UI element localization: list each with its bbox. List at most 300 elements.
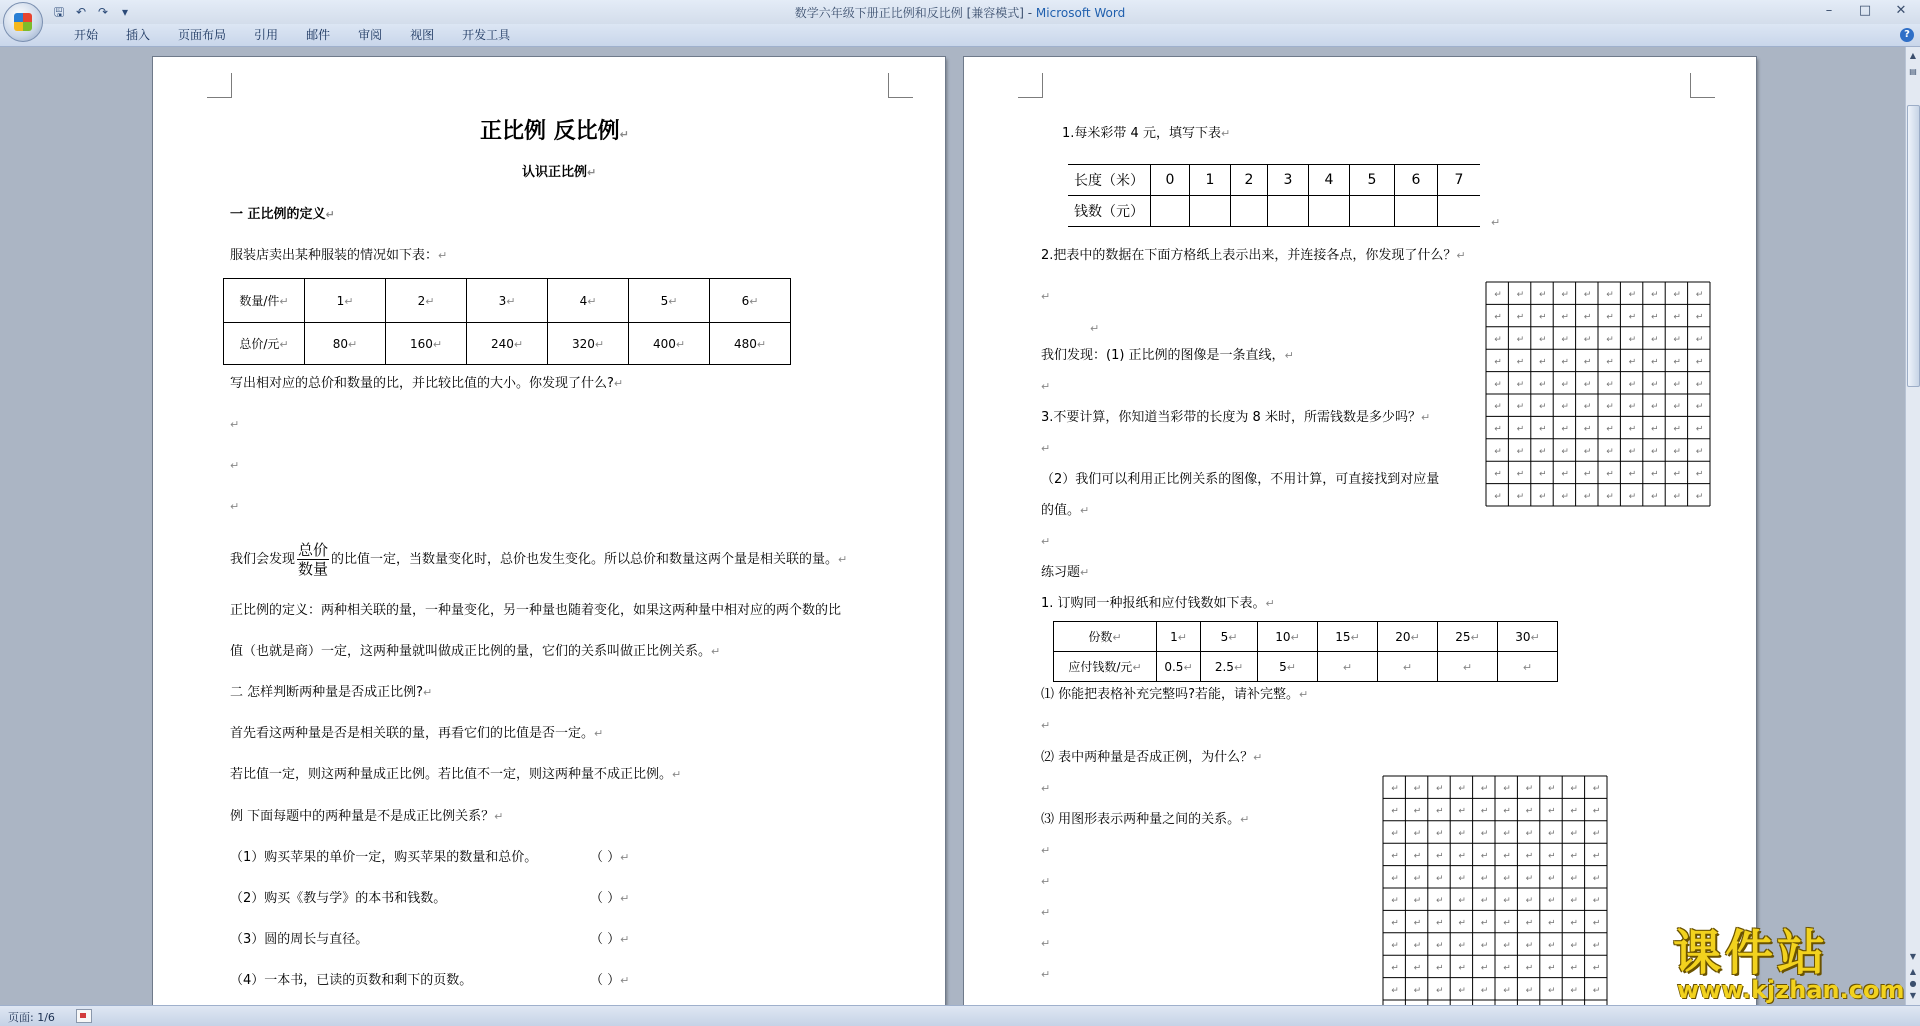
paragraph: 若比值一定，则这两种量成正比例。若比值不一定，则这两种量不成正比例。↵ [230, 767, 682, 782]
cell-mark: ↵ [1583, 491, 1592, 502]
table-cell: 20↵ [1378, 622, 1438, 652]
cell-mark: ↵ [1592, 829, 1601, 839]
cell-mark: ↵ [1413, 896, 1422, 907]
paragraph: 我们发现：(1) 正比例的图像是一条直线，↵ [1041, 348, 1294, 363]
paragraph-mark: ↵ [1041, 380, 1051, 393]
cell-mark: ↵ [1673, 335, 1681, 345]
title-bar [0, 0, 1920, 24]
cell-mark: ↵ [1516, 312, 1525, 323]
cell-mark: ↵ [1592, 918, 1601, 929]
cell-mark: ↵ [1606, 402, 1614, 413]
cell-mark: ↵ [1503, 851, 1511, 862]
paragraph: 写出相对应的总价和数量的比，并比较比值的大小。你发现了什么?↵ [230, 376, 624, 391]
cell-mark: ↵ [1480, 806, 1489, 817]
margin-corner-mark [888, 73, 913, 98]
cell-mark: ↵ [1548, 985, 1556, 996]
paragraph: （2）我们可以利用正比例关系的图像，不用计算，可直接找到对应量 [1041, 472, 1440, 487]
cell-mark: ↵ [1548, 873, 1556, 884]
cell-mark: ↵ [1413, 784, 1422, 795]
cell-mark: ↵ [1480, 985, 1489, 996]
table-cell: 5↵ [1258, 652, 1318, 682]
document-page-2[interactable] [964, 57, 1756, 1005]
tab-page-layout[interactable]: 页面布局 [178, 28, 227, 42]
cell-mark: ↵ [1458, 851, 1466, 862]
cell-mark: ↵ [1436, 963, 1444, 974]
cell-mark: ↵ [1673, 379, 1681, 390]
cell-mark: ↵ [1436, 829, 1444, 839]
cell-mark: ↵ [1503, 985, 1511, 996]
cell-mark: ↵ [1494, 447, 1502, 457]
table-row [224, 279, 791, 323]
office-logo-icon [14, 13, 32, 31]
cell-mark: ↵ [1503, 941, 1511, 951]
tab-insert[interactable]: 插入 [126, 28, 151, 42]
table-cell: 3 [1268, 165, 1309, 196]
table-cell: 2 [1231, 165, 1268, 196]
cell-mark: ↵ [1525, 941, 1534, 951]
cell-mark: ↵ [1525, 985, 1534, 996]
page-indicator[interactable]: 页面: 1/6 [8, 1011, 55, 1024]
margin-corner-mark [207, 73, 232, 98]
cell-mark: ↵ [1583, 447, 1592, 457]
cell-mark: ↵ [1503, 829, 1511, 839]
cell-mark: ↵ [1516, 491, 1525, 502]
cell-mark: ↵ [1651, 491, 1659, 502]
cell-mark: ↵ [1480, 963, 1489, 974]
maximize-icon[interactable]: □ [1858, 3, 1872, 18]
cell-mark: ↵ [1413, 851, 1422, 862]
cell-mark: ↵ [1592, 963, 1601, 974]
cell-mark: ↵ [1548, 896, 1556, 907]
cell-mark: ↵ [1494, 402, 1502, 413]
paragraph-mark: ↵ [230, 500, 240, 513]
cell-mark: ↵ [1458, 873, 1466, 884]
undo-icon[interactable]: ↶ [75, 5, 87, 19]
window-title [0, 4, 1920, 21]
section-heading: 一 正比例的定义↵ [230, 207, 335, 222]
cell-mark: ↵ [1494, 290, 1502, 301]
cell-mark: ↵ [1525, 806, 1534, 817]
table-cell: 5 [1350, 165, 1395, 196]
document-title: 数学六年级下册正比例和反比例 [兼容模式] - [794, 6, 1036, 20]
cell-mark: ↵ [1525, 873, 1534, 884]
cell-mark: ↵ [1413, 873, 1422, 884]
cell-mark: ↵ [1583, 312, 1592, 323]
cell-mark: ↵ [1673, 424, 1681, 435]
tab-references[interactable]: 引用 [254, 28, 279, 42]
cell-mark: ↵ [1391, 873, 1399, 884]
table-cell: 1 [1190, 165, 1231, 196]
paragraph-mark: ↵ [1041, 535, 1051, 548]
cell-mark: ↵ [1516, 290, 1525, 301]
cell-mark: ↵ [1516, 402, 1525, 413]
status-bar [0, 1005, 1920, 1026]
table-cell: 钱数（元） [1068, 196, 1151, 227]
table-cell: 3↵ [467, 279, 548, 323]
cell-mark: ↵ [1570, 918, 1578, 929]
table-cell: 1↵ [1157, 622, 1201, 652]
paragraph: ⑶ 用图形表示两种量之间的关系。↵ [1041, 812, 1250, 827]
cell-mark: ↵ [1413, 806, 1422, 817]
cell-mark: ↵ [1436, 896, 1444, 907]
cell-mark: ↵ [1673, 312, 1681, 323]
browse-object-icon[interactable]: ● [1909, 979, 1917, 988]
cell-mark: ↵ [1606, 424, 1614, 435]
cell-mark: ↵ [1516, 357, 1525, 368]
table-cell [1268, 196, 1309, 227]
cell-mark: ↵ [1570, 829, 1578, 839]
cell-mark: ↵ [1548, 941, 1556, 951]
cell-mark: ↵ [1548, 918, 1556, 929]
cell-mark: ↵ [1561, 447, 1569, 457]
cell-mark: ↵ [1503, 963, 1511, 974]
cell-mark: ↵ [1539, 424, 1547, 435]
save-icon[interactable]: 🖫 [53, 5, 65, 19]
answer-blank: （ ）↵ [590, 973, 630, 988]
proofing-icon[interactable] [76, 1009, 92, 1023]
cell-mark: ↵ [1391, 896, 1399, 907]
paragraph: 值（也就是商）一定，这两种量就叫做成正比例的量，它们的关系叫做正比例关系。↵ [230, 644, 721, 659]
table-cell: 480↵ [710, 323, 791, 365]
cell-mark: ↵ [1458, 806, 1466, 817]
table-cell: 30↵ [1498, 622, 1558, 652]
window-controls [1818, 2, 1912, 20]
scroll-thumb[interactable] [1907, 105, 1920, 387]
cell-mark: ↵ [1628, 447, 1637, 457]
cell-mark: ↵ [1695, 469, 1704, 480]
answer-blank: （ ）↵ [590, 850, 630, 865]
cell-mark: ↵ [1651, 312, 1659, 323]
cell-mark: ↵ [1480, 918, 1489, 929]
paragraph-mark: ↵ [1041, 719, 1051, 732]
cell-mark: ↵ [1503, 873, 1511, 884]
cell-mark: ↵ [1570, 873, 1578, 884]
cell-mark: ↵ [1628, 491, 1637, 502]
cell-mark: ↵ [1436, 941, 1444, 951]
cell-mark: ↵ [1480, 829, 1489, 839]
vertical-scrollbar[interactable] [1905, 47, 1920, 1005]
cell-mark: ↵ [1570, 806, 1578, 817]
table-row [1068, 165, 1480, 196]
table-cell: 4 [1309, 165, 1350, 196]
margin-corner-mark [1690, 73, 1715, 98]
newspaper-table [1053, 621, 1558, 682]
cell-mark: ↵ [1628, 357, 1637, 368]
scroll-down-icon[interactable]: ▼ [1909, 952, 1917, 961]
paragraph-mark: ↵ [1041, 906, 1051, 919]
cell-mark: ↵ [1651, 424, 1659, 435]
cell-mark: ↵ [1606, 357, 1614, 368]
cell-mark: ↵ [1628, 290, 1637, 301]
next-page-icon[interactable]: ▼ [1909, 991, 1917, 1000]
cell-mark: ↵ [1651, 379, 1659, 390]
table-cell: 5↵ [1201, 622, 1258, 652]
cell-mark: ↵ [1458, 784, 1466, 795]
cell-mark: ↵ [1695, 335, 1704, 345]
tab-mailings[interactable]: 邮件 [306, 28, 331, 42]
cell-mark: ↵ [1436, 851, 1444, 862]
list-item: （4）一本书，已读的页数和剩下的页数。 [230, 973, 473, 988]
paragraph: ⑴ 你能把表格补充完整吗?若能，请补完整。↵ [1041, 687, 1309, 702]
cell-mark: ↵ [1606, 469, 1614, 480]
cell-mark: ↵ [1673, 469, 1681, 480]
watermark-url: www.kjzhan.com [1677, 976, 1905, 1004]
table-row [1054, 652, 1558, 682]
table-row [1068, 196, 1480, 227]
table-cell: 320↵ [548, 323, 629, 365]
cell-mark: ↵ [1561, 402, 1569, 413]
cell-mark: ↵ [1673, 447, 1681, 457]
cell-mark: ↵ [1539, 290, 1547, 301]
cell-mark: ↵ [1628, 424, 1637, 435]
scroll-up-icon[interactable]: ▲ [1909, 51, 1917, 60]
cell-mark: ↵ [1606, 312, 1614, 323]
table-cell: 应付钱数/元↵ [1054, 652, 1157, 682]
table-cell: 1↵ [305, 279, 386, 323]
cell-mark: ↵ [1606, 290, 1614, 301]
cell-mark: ↵ [1570, 963, 1578, 974]
cell-mark: ↵ [1494, 312, 1502, 323]
cell-mark: ↵ [1651, 469, 1659, 480]
cell-mark: ↵ [1516, 469, 1525, 480]
table-cell: 6 [1395, 165, 1438, 196]
app-name: Microsoft Word [1035, 6, 1126, 20]
section-heading: 二 怎样判断两种量是否成正比例?↵ [230, 685, 433, 700]
ribbon-price-table [1068, 164, 1480, 227]
cell-mark: ↵ [1592, 985, 1601, 996]
cell-mark: ↵ [1539, 491, 1547, 502]
cell-mark: ↵ [1561, 379, 1569, 390]
tab-view[interactable]: 视图 [410, 28, 435, 42]
cell-mark: ↵ [1480, 896, 1489, 907]
cell-mark: ↵ [1525, 963, 1534, 974]
cell-mark: ↵ [1539, 312, 1547, 323]
cell-mark: ↵ [1570, 896, 1578, 907]
paragraph-mark: ↵ [1090, 322, 1100, 335]
table-cell: 15↵ [1318, 622, 1378, 652]
table-cell: 7 [1438, 165, 1481, 196]
cell-mark: ↵ [1583, 357, 1592, 368]
cell-mark: ↵ [1570, 941, 1578, 951]
table-cell [1438, 196, 1481, 227]
table-row [1054, 622, 1558, 652]
cell-mark: ↵ [1391, 851, 1399, 862]
cell-mark: ↵ [1570, 784, 1578, 795]
cell-mark: ↵ [1516, 335, 1525, 345]
cell-mark: ↵ [1561, 424, 1569, 435]
table-cell: 0.5↵ [1157, 652, 1201, 682]
paragraph-mark: ↵ [1041, 844, 1051, 857]
cell-mark: ↵ [1436, 873, 1444, 884]
cell-mark: ↵ [1561, 469, 1569, 480]
cell-mark: ↵ [1651, 357, 1659, 368]
cell-mark: ↵ [1548, 784, 1556, 795]
paragraph-mark: ↵ [1041, 937, 1051, 950]
cell-mark: ↵ [1695, 424, 1704, 435]
cell-mark: ↵ [1494, 379, 1502, 390]
cell-mark: ↵ [1583, 424, 1592, 435]
cell-mark: ↵ [1525, 851, 1534, 862]
cell-mark: ↵ [1592, 784, 1601, 795]
cell-mark: ↵ [1583, 379, 1592, 390]
help-icon[interactable]: ? [1900, 28, 1914, 42]
table-cell: 5↵ [629, 279, 710, 323]
cell-mark: ↵ [1525, 829, 1534, 839]
table-cell: ↵ [1438, 652, 1498, 682]
redo-icon[interactable]: ↷ [97, 5, 109, 19]
cell-mark: ↵ [1561, 312, 1569, 323]
cell-mark: ↵ [1673, 290, 1681, 301]
cell-mark: ↵ [1592, 851, 1601, 862]
cell-mark: ↵ [1494, 335, 1502, 345]
watermark-logo: 课件站 [1673, 925, 1830, 981]
cell-mark: ↵ [1525, 896, 1534, 907]
table-cell [1309, 196, 1350, 227]
table-cell: 0 [1151, 165, 1190, 196]
table-cell: 2.5↵ [1201, 652, 1258, 682]
office-button[interactable] [3, 2, 43, 42]
paragraph-mark: ↵ [1041, 290, 1051, 303]
cell-mark: ↵ [1391, 806, 1399, 817]
fraction-denominator: 数量 [298, 560, 329, 578]
cell-mark: ↵ [1606, 447, 1614, 457]
cell-mark: ↵ [1561, 491, 1569, 502]
table-cell: 2↵ [386, 279, 467, 323]
table-cell: 400↵ [629, 323, 710, 365]
cell-mark: ↵ [1583, 402, 1592, 413]
cell-mark: ↵ [1503, 896, 1511, 907]
cell-mark: ↵ [1436, 918, 1444, 929]
cell-mark: ↵ [1561, 335, 1569, 345]
cell-mark: ↵ [1413, 963, 1422, 974]
fraction-pre-text: 我们会发现 [230, 552, 296, 567]
paragraph: 首先看这两种量是否是相关联的量，再看它们的比值是否一定。↵ [230, 726, 604, 741]
paragraph-mark: ↵ [1491, 216, 1501, 229]
tab-home[interactable]: 开始 [74, 28, 99, 42]
cell-mark: ↵ [1458, 829, 1466, 839]
answer-blank: （ ）↵ [590, 932, 630, 947]
cell-mark: ↵ [1391, 918, 1399, 929]
cell-mark: ↵ [1516, 379, 1525, 390]
table-cell [1231, 196, 1268, 227]
document-page-1[interactable] [153, 57, 945, 1005]
paragraph: 正比例的定义：两种相关联的量，一种量变化，另一种量也随着变化，如果这两种量中相对应的两个数的比 [230, 603, 842, 618]
list-item: （2）购买《教与学》的本书和钱数。 [230, 891, 447, 906]
cell-mark: ↵ [1583, 335, 1592, 345]
fraction-post-text: 的比值一定，当数量变化时，总价也发生变化。所以总价和数量这两个量是相关联的量。 [331, 552, 839, 567]
cell-mark: ↵ [1458, 963, 1466, 974]
graph-paper-grid [1381, 774, 1613, 1005]
cell-mark: ↵ [1539, 335, 1547, 345]
cell-mark: ↵ [1548, 851, 1556, 862]
cell-mark: ↵ [1391, 941, 1399, 951]
cell-mark: ↵ [1436, 985, 1444, 996]
cell-mark: ↵ [1494, 469, 1502, 480]
cell-mark: ↵ [1570, 985, 1578, 996]
table-cell: 160↵ [386, 323, 467, 365]
answer-blank: （ ）↵ [590, 891, 630, 906]
prev-page-icon[interactable]: ▲ [1909, 967, 1917, 976]
cell-mark: ↵ [1503, 784, 1511, 795]
fraction-numerator: 总价 [298, 541, 329, 559]
cell-mark: ↵ [1695, 312, 1704, 323]
cell-mark: ↵ [1480, 941, 1489, 951]
ruler-toggle-icon[interactable]: ▤ [1909, 67, 1917, 76]
cell-mark: ↵ [1525, 918, 1534, 929]
paragraph-mark: ↵ [1041, 782, 1051, 795]
cell-mark: ↵ [1695, 379, 1704, 390]
cell-mark: ↵ [1606, 335, 1614, 345]
paragraph: 例 下面每题中的两种量是不是成正比例关系？↵ [230, 809, 504, 824]
table-cell: 4↵ [548, 279, 629, 323]
cell-mark: ↵ [1503, 806, 1511, 817]
table-cell: 25↵ [1438, 622, 1498, 652]
close-icon[interactable]: ✕ [1895, 3, 1907, 18]
minimize-icon[interactable]: – [1825, 3, 1833, 18]
fraction-paragraph: 我们会发现 $\frac{\text{总价}}{\text{数量}}$ 的比值一定，当数量变化时，总价也发生变化。所以总价和数量这两个量是相关联的量。↵ [230, 541, 848, 578]
cell-mark: ↵ [1651, 335, 1659, 345]
question-text: 3.不要计算，你知道当彩带的长度为 8 米时，所需钱数是多少吗？↵ [1041, 410, 1431, 425]
cell-mark: ↵ [1592, 873, 1601, 884]
table-cell: ↵ [1318, 652, 1378, 682]
cell-mark: ↵ [1458, 941, 1466, 951]
cell-mark: ↵ [1592, 941, 1601, 951]
table-cell: 数量/件↵ [224, 279, 305, 323]
cell-mark: ↵ [1413, 918, 1422, 929]
cell-mark: ↵ [1548, 806, 1556, 817]
cell-mark: ↵ [1391, 985, 1399, 996]
table-cell: ↵ [1378, 652, 1438, 682]
cell-mark: ↵ [1548, 829, 1556, 839]
cell-mark: ↵ [1548, 963, 1556, 974]
cell-mark: ↵ [1539, 469, 1547, 480]
fraction [297, 541, 329, 578]
cell-mark: ↵ [1673, 491, 1681, 502]
cell-mark: ↵ [1539, 447, 1547, 457]
table-cell: 份数↵ [1054, 622, 1157, 652]
document-workspace[interactable] [0, 47, 1906, 1005]
cell-mark: ↵ [1592, 896, 1601, 907]
cell-mark: ↵ [1480, 873, 1489, 884]
paragraph: ⑵ 表中两种量是否成正例，为什么？↵ [1041, 750, 1263, 765]
table-cell [1350, 196, 1395, 227]
cell-mark: ↵ [1539, 402, 1547, 413]
cell-mark: ↵ [1673, 357, 1681, 368]
tab-developer[interactable]: 开发工具 [462, 28, 511, 42]
cell-mark: ↵ [1391, 784, 1399, 795]
qat-dropdown-icon[interactable]: ▾ [121, 5, 129, 19]
ribbon-tabs [0, 24, 1920, 47]
cell-mark: ↵ [1525, 784, 1534, 795]
table-cell: 总价/元↵ [224, 323, 305, 365]
cell-mark: ↵ [1458, 918, 1466, 929]
paragraph-mark: ↵ [1041, 442, 1051, 455]
cell-mark: ↵ [1516, 424, 1525, 435]
table-cell: ↵ [1498, 652, 1558, 682]
cell-mark: ↵ [1628, 469, 1637, 480]
graph-paper-grid [1484, 280, 1714, 512]
cell-mark: ↵ [1583, 290, 1592, 301]
cell-mark: ↵ [1458, 985, 1466, 996]
cell-mark: ↵ [1695, 402, 1704, 413]
question-text: 1.每米彩带 4 元，填写下表↵ [1062, 126, 1231, 141]
cell-mark: ↵ [1561, 357, 1569, 368]
tab-review[interactable]: 审阅 [358, 28, 383, 42]
cell-mark: ↵ [1651, 290, 1659, 301]
margin-corner-mark [1018, 73, 1043, 98]
cell-mark: ↵ [1592, 806, 1601, 817]
cell-mark: ↵ [1561, 290, 1569, 301]
